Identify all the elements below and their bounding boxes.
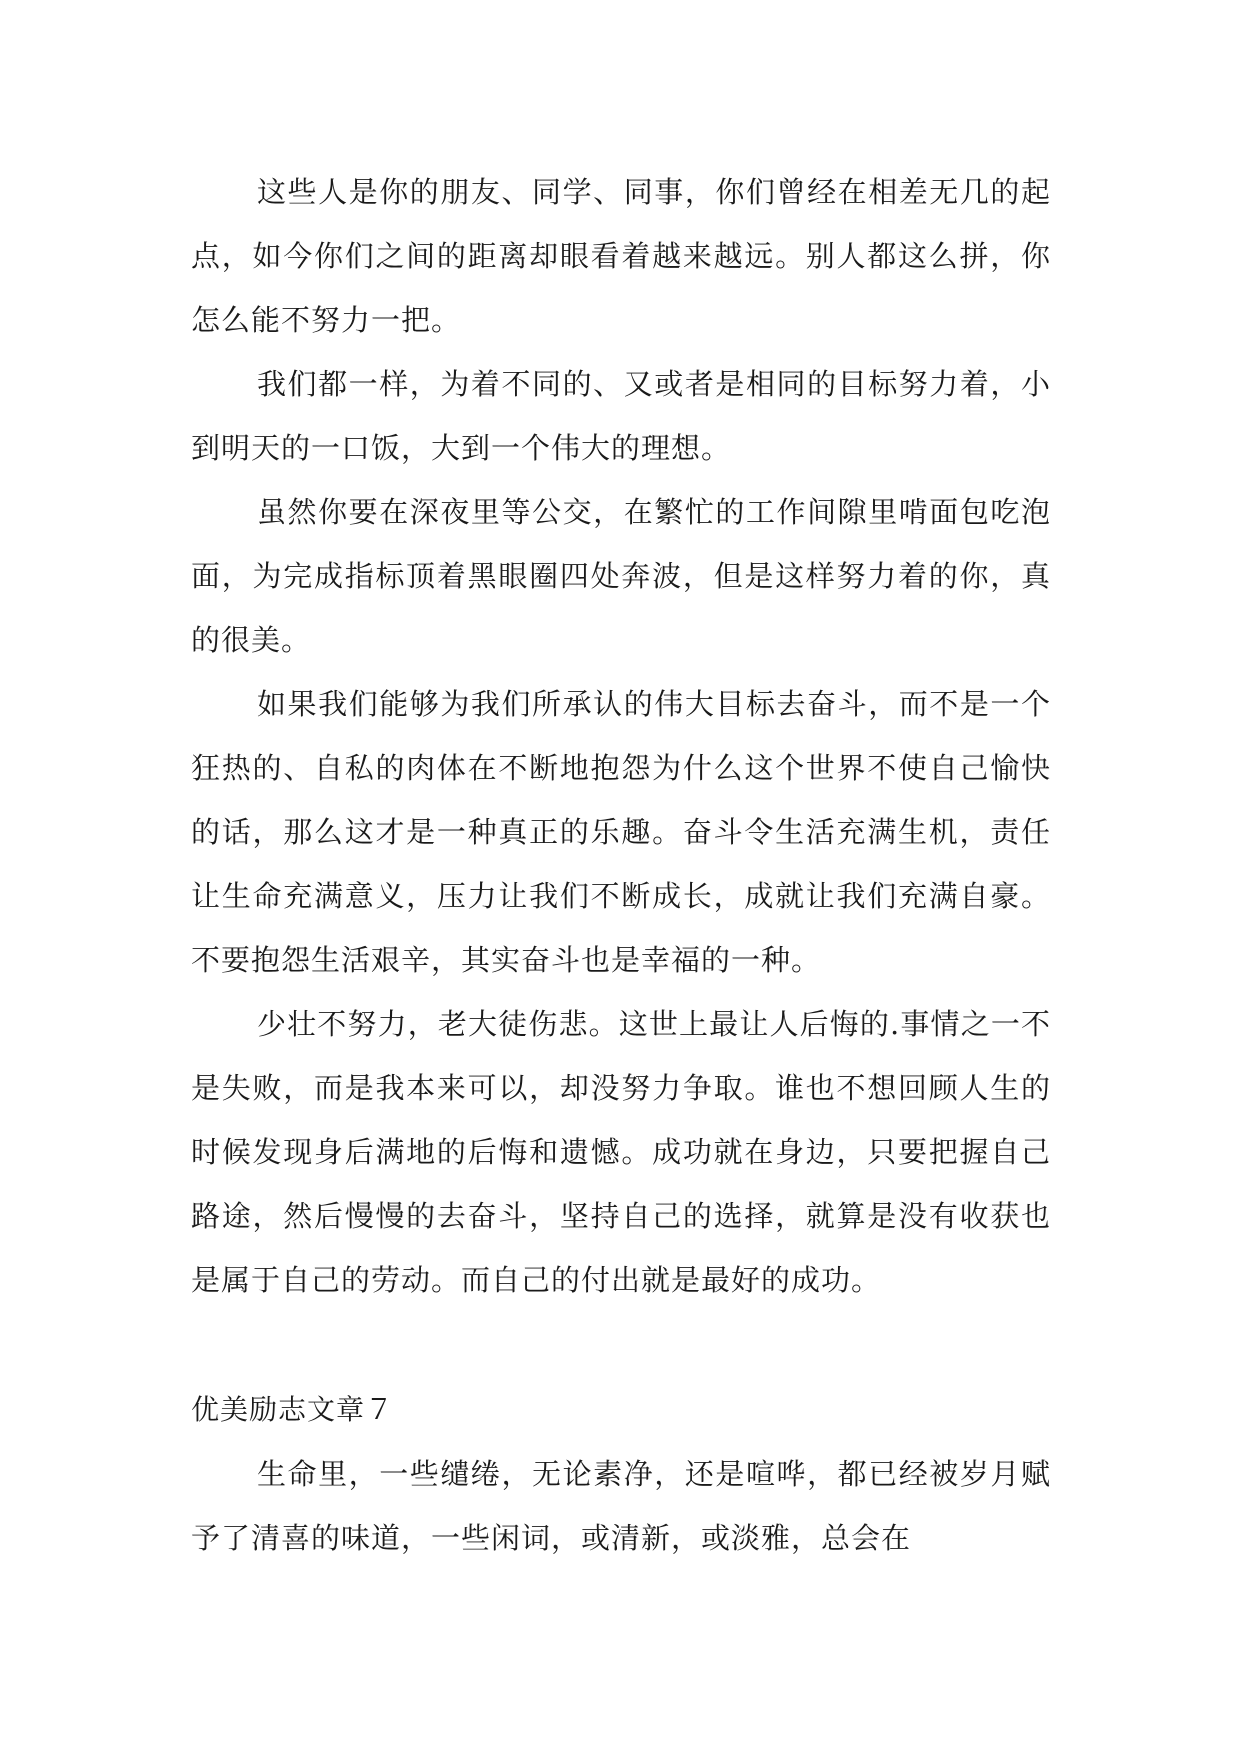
paragraph-3: 虽然你要在深夜里等公交，在繁忙的工作间隙里啃面包吃泡面，为完成指标顶着黑眼圈四处奔波，但是这样努力着的你，真的很美。 [191,495,1051,657]
paragraph-2: 我们都一样，为着不同的、又或者是相同的目标努力着，小到明天的一口饭，大到一个伟大的理想。 [191,367,1051,465]
paragraph-1: 这些人是你的朋友、同学、同事，你们曾经在相差无几的起点，如今你们之间的距离却眼看着越来越远。别人都这么拼，你怎么能不努力一把。 [191,175,1051,337]
section-heading: 优美励志文章７ [191,1393,395,1426]
document-body [191,160,1051,1570]
paragraph-6: 生命里，一些缱绻，无论素净，还是喧哗，都已经被岁月赋予了清喜的味道，一些闲词，或清新，或淡雅，总会在 [191,1457,1051,1555]
paragraph-4: 如果我们能够为我们所承认的伟大目标去奋斗，而不是一个狂热的、自私的肉体在不断地抱怨为什么这个世界不使自己愉快的话，那么这才是一种真正的乐趣。奋斗令生活充满生机，责任让生命充满意义，压力让我们不断成长，成就让我们充满自豪。不要抱怨生活艰辛，其实奋斗也是幸福的一种。 [191,687,1051,977]
paragraph-5: 少壮不努力，老大徒伤悲。这世上最让人后悔的.事情之一不是失败，而是我本来可以，却没努力争取。谁也不想回顾人生的时候发现身后满地的后悔和遗憾。成功就在身边，只要把握自己路途，然后慢慢的去奋斗，坚持自己的选择，就算是没有收获也是属于自己的劳动。而自己的付出就是最好的成功。 [191,1007,1051,1297]
